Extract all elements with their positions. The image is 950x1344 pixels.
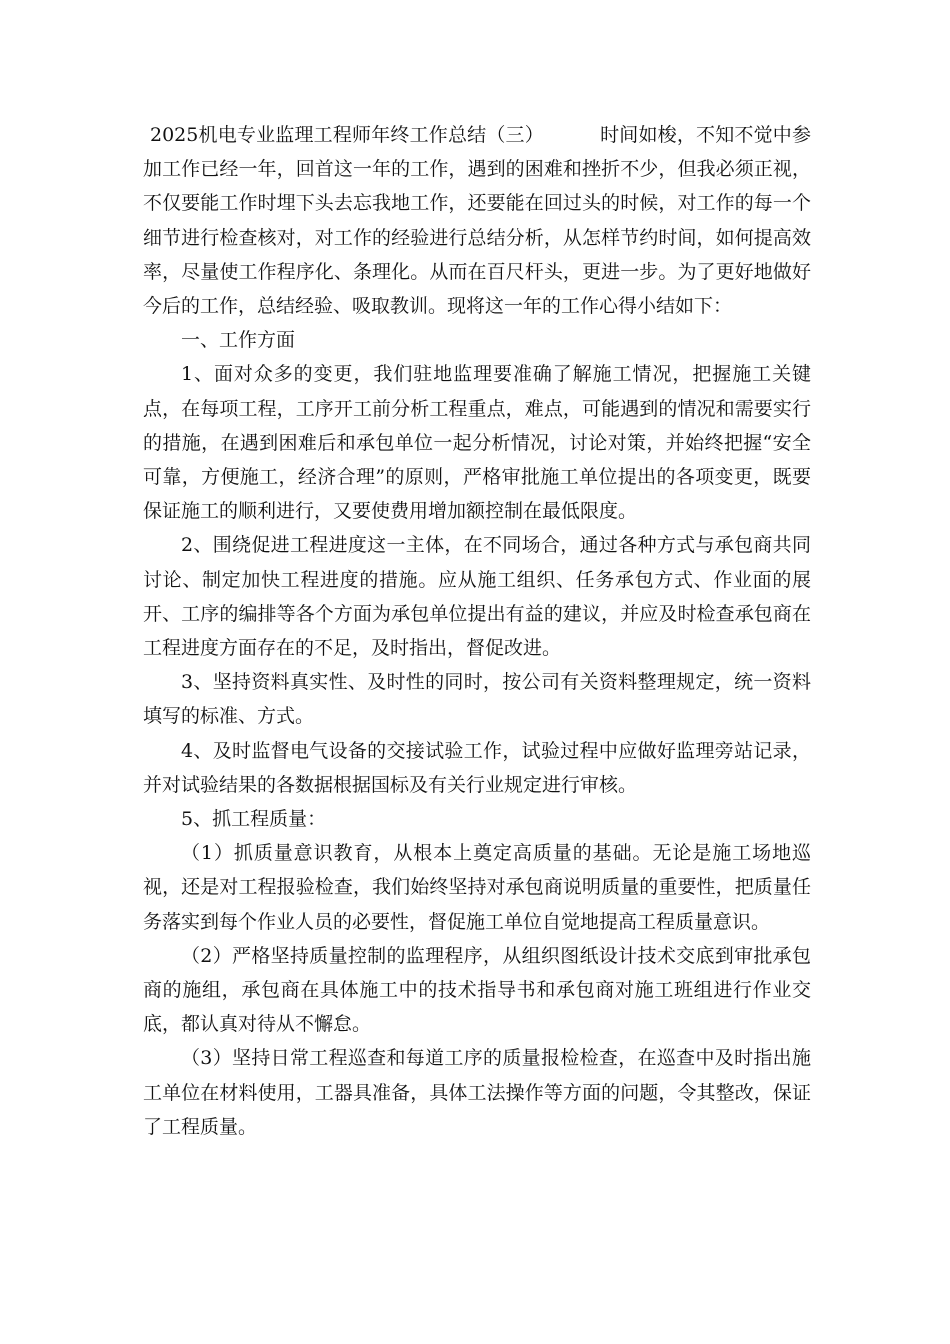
list-item: 2、围绕促进工程进度这一主体，在不同场合，通过各种方式与承包商共同讨论、制定加快工程进度的措施。应从施工组织、任务承包方式、作业面的展开、工序的编排等各个方面为承包单位提出有益的建议，并应及时检查承包商在工程进度方面存在的不足，及时指出，督促改进。 <box>143 534 811 660</box>
section-heading: 一、工作方面 <box>181 329 296 352</box>
list-item: 4、及时监督电气设备的交接试验工作，试验过程中应做好监理旁站记录，并对试验结果的各数据根据国标及有关行业规定进行审核。 <box>143 739 811 796</box>
list-item: 5、抓工程质量： <box>181 808 327 831</box>
sub-list-item: （3）坚持日常工程巡查和每道工序的质量报检检查，在巡查中及时指出施工单位在材料使用，工器具准备，具体工法操作等方面的问题，令其整改，保证了工程质量。 <box>143 1047 811 1138</box>
list-item: 3、坚持资料真实性、及时性的同时，按公司有关资料整理规定，统一资料填写的标准、方式。 <box>143 671 811 728</box>
intro-paragraph <box>143 118 811 323</box>
intro-text: 时间如梭，不知不觉中参加工作已经一年，回首这一年的工作，遇到的困难和挫折不少，但我必须正视，不仅要能工作时埋下头去忘我地工作，还要能在回过头的时候，对工作的每一个细节进行检查核对，对工作的经验进行总结分析，从怎样节约时间，如何提高效率，尽量使工作程序化、条理化。从而在百尺杆头，更进一步。为了更好地做好今后的工作，总结经验、吸取教训。现将这一年的工作心得小结如下： <box>143 124 811 318</box>
document-body <box>143 118 811 1144</box>
sub-list-item: （2）严格坚持质量控制的监理程序，从组织图纸设计技术交底到审批承包商的施组，承包商在具体施工中的技术指导书和承包商对施工班组进行作业交底，都认真对待从不懈怠。 <box>143 944 811 1036</box>
document-title: 2025机电专业监理工程师年终工作总结（三） <box>150 124 544 146</box>
list-item: 1、面对众多的变更，我们驻地监理要准确了解施工情况，把握施工关键点，在每项工程，工序开工前分析工程重点，难点，可能遇到的情况和需要实行的措施，在遇到困难后和承包单位一起分析情况，讨论对策，并始终把握“安全可靠，方便施工，经济合理”的原则，严格审批施工单位提出的各项变更，既要保证施工的顺利进行，又要使费用增加额控制在最低限度。 <box>143 363 811 523</box>
sub-list-item: （1）抓质量意识教育，从根本上奠定高质量的基础。无论是施工场地巡视，还是对工程报验检查，我们始终坚持对承包商说明质量的重要性，把质量任务落实到每个作业人员的必要性，督促施工单位自觉地提高工程质量意识。 <box>143 842 811 933</box>
